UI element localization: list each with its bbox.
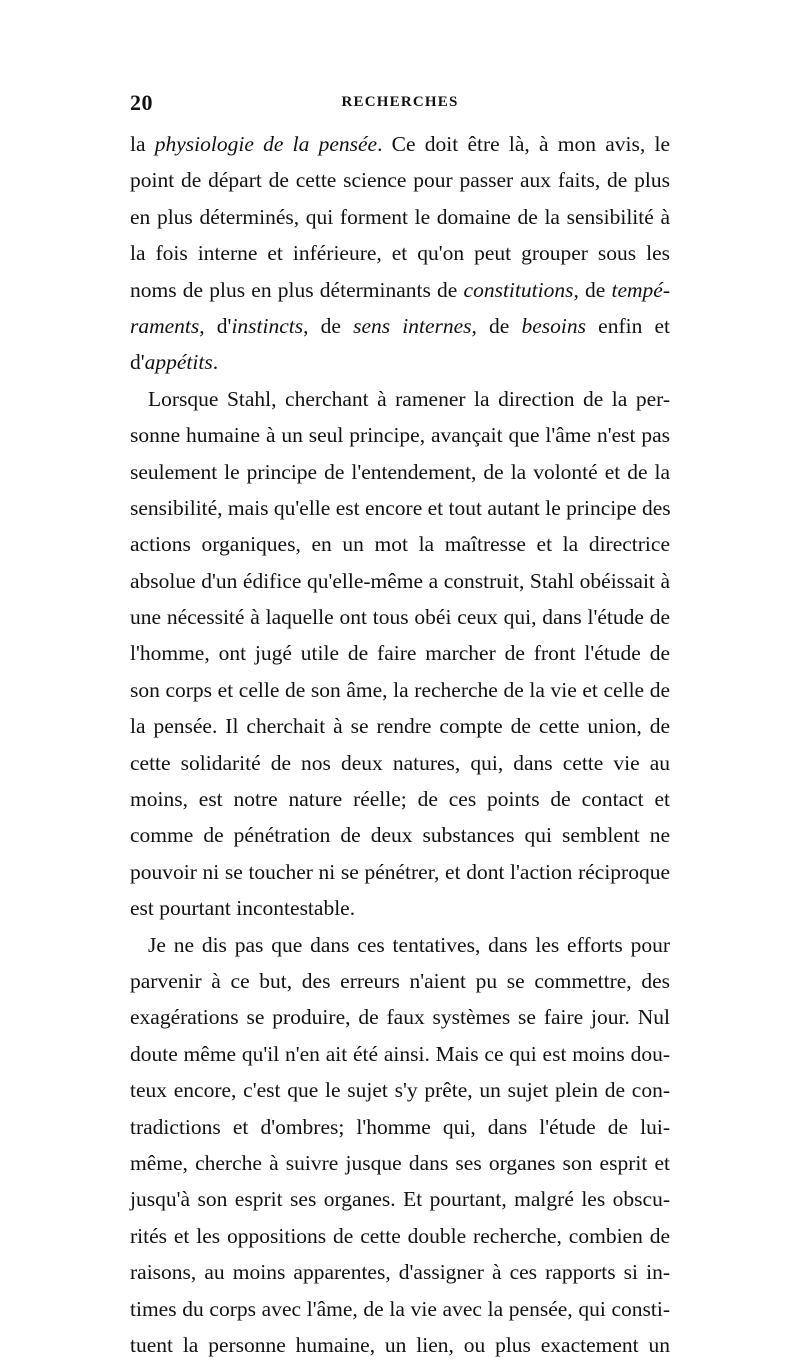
text-run: times du corps avec l'âme, de la vie avec la pensée, qui consti- xyxy=(130,1296,670,1321)
text-line xyxy=(130,599,670,635)
text-run: rités et les oppositions de cette double recherche, combien de xyxy=(130,1223,670,1248)
text-run: parvenir à ce but, des erreurs n'aient pu se commettre, des xyxy=(130,968,670,993)
text-run: Je ne dis pas que dans ces tentatives, dans les efforts pour xyxy=(148,932,670,957)
text-run: tradictions et d'ombres; l'homme qui, dans l'étude de lui- xyxy=(130,1114,670,1139)
text-run: exagérations se produire, de faux systèmes se faire jour. Nul xyxy=(130,1005,670,1030)
italic-text: constitutions xyxy=(463,277,574,302)
text-run: l'homme, ont jugé utile de faire marcher de front l'étude de xyxy=(130,641,670,666)
text-run: la pensée. Il cherchait à se rendre compte de cette union, de xyxy=(130,714,670,739)
text-line xyxy=(130,672,670,708)
text-line xyxy=(130,781,670,817)
text-run: . xyxy=(212,350,219,375)
text-line xyxy=(130,526,670,562)
text-run: son corps et celle de son âme, la recherche de la vie et celle de xyxy=(130,677,670,702)
text-line xyxy=(130,417,670,453)
running-head xyxy=(130,90,670,120)
text-line xyxy=(130,1072,670,1108)
text-line xyxy=(130,454,670,490)
text-run: raisons, au moins apparentes, d'assigner à ces rapports si in- xyxy=(130,1260,670,1285)
text-run: , de xyxy=(303,313,354,338)
text-line xyxy=(130,308,670,344)
text-line xyxy=(130,563,670,599)
italic-text: instincts xyxy=(231,313,304,338)
text-run: . Ce doit être là, à mon avis, le xyxy=(377,132,670,156)
text-line xyxy=(130,162,670,198)
text-line xyxy=(130,999,670,1035)
text-line xyxy=(130,1145,670,1181)
text-run: absolue d'un édifice qu'elle-même a construit, Stahl obéissait à xyxy=(130,568,670,593)
text-run: la xyxy=(130,132,155,156)
text-run: une nécessité à laquelle ont tous obéi ceux qui, dans l'étude de xyxy=(130,605,670,630)
text-run: enfin et xyxy=(586,313,670,338)
italic-text: appétits xyxy=(144,350,213,375)
paragraph xyxy=(130,126,670,381)
text-line xyxy=(130,927,670,963)
text-run: est pourtant incontestable. xyxy=(130,896,356,921)
text-line xyxy=(130,890,670,926)
body-text xyxy=(130,126,670,1363)
text-line xyxy=(130,344,670,380)
text-line xyxy=(130,381,670,417)
text-line xyxy=(130,963,670,999)
text-run: en plus déterminés, qui forment le domaine de la sensibilité à xyxy=(130,204,670,229)
text-line xyxy=(130,1218,670,1254)
text-line xyxy=(130,1254,670,1290)
text-line xyxy=(130,126,670,162)
text-line xyxy=(130,1109,670,1145)
italic-text: sens internes xyxy=(353,313,472,338)
text-run: actions organiques, en un mot la maîtresse et la directrice xyxy=(130,532,670,557)
text-run: sonne humaine à un seul principe, avançait que l'âme n'est pas xyxy=(130,423,670,448)
text-run: teux encore, c'est que le sujet s'y prête, un sujet plein de con- xyxy=(130,1078,670,1103)
italic-text: tempé- xyxy=(611,277,671,302)
text-run: moins, est notre nature réelle; de ces points de contact et xyxy=(130,787,670,812)
text-run: Lorsque Stahl, cherchant à ramener la direction de la per- xyxy=(148,386,670,411)
text-line xyxy=(130,708,670,744)
text-line xyxy=(130,635,670,671)
text-line xyxy=(130,745,670,781)
text-line xyxy=(130,235,670,271)
text-run: d' xyxy=(130,350,145,375)
text-run: seulement le principe de l'entendement, de la volonté et de la xyxy=(130,459,670,484)
text-run: doute même qu'il n'en ait été ainsi. Mais ce qui est moins dou- xyxy=(130,1041,670,1066)
paragraph xyxy=(130,381,670,927)
text-line xyxy=(130,199,670,235)
italic-text: raments xyxy=(130,313,200,338)
text-line xyxy=(130,1327,670,1363)
italic-text: physiologie de la pensée xyxy=(154,132,378,156)
text-run: , de xyxy=(471,313,522,338)
text-run: , de xyxy=(573,277,612,302)
text-line xyxy=(130,272,670,308)
text-run: noms de plus en plus déterminants de xyxy=(130,277,464,302)
text-run: comme de pénétration de deux substances qui semblent ne xyxy=(130,823,670,848)
text-line xyxy=(130,1036,670,1072)
text-line xyxy=(130,817,670,853)
text-run: la fois interne et inférieure, et qu'on peut grouper sous les xyxy=(130,241,670,266)
text-run: point de départ de cette science pour passer aux faits, de plus xyxy=(130,168,670,193)
text-line xyxy=(130,1181,670,1217)
page-number: 20 xyxy=(130,90,153,115)
text-run: tuent la personne humaine, un lien, ou plus exactement un xyxy=(130,1332,670,1357)
text-run: cette solidarité de nos deux natures, qui, dans cette vie au xyxy=(130,750,670,775)
italic-text: besoins xyxy=(521,313,586,338)
text-run: pouvoir ni se toucher ni se pénétrer, et dont l'action réciproque xyxy=(130,859,670,884)
paragraph xyxy=(130,927,670,1363)
text-line xyxy=(130,854,670,890)
text-run: jusqu'à son esprit ses organes. Et pourtant, malgré les obscu- xyxy=(130,1187,670,1212)
text-line xyxy=(130,490,670,526)
text-line xyxy=(130,1291,670,1327)
text-run: même, cherche à suivre jusque dans ses organes son esprit et xyxy=(130,1150,670,1175)
running-title: RECHERCHES xyxy=(341,94,459,110)
text-run: sensibilité, mais qu'elle est encore et tout autant le principe des xyxy=(130,495,671,520)
text-run: , d' xyxy=(199,313,232,338)
